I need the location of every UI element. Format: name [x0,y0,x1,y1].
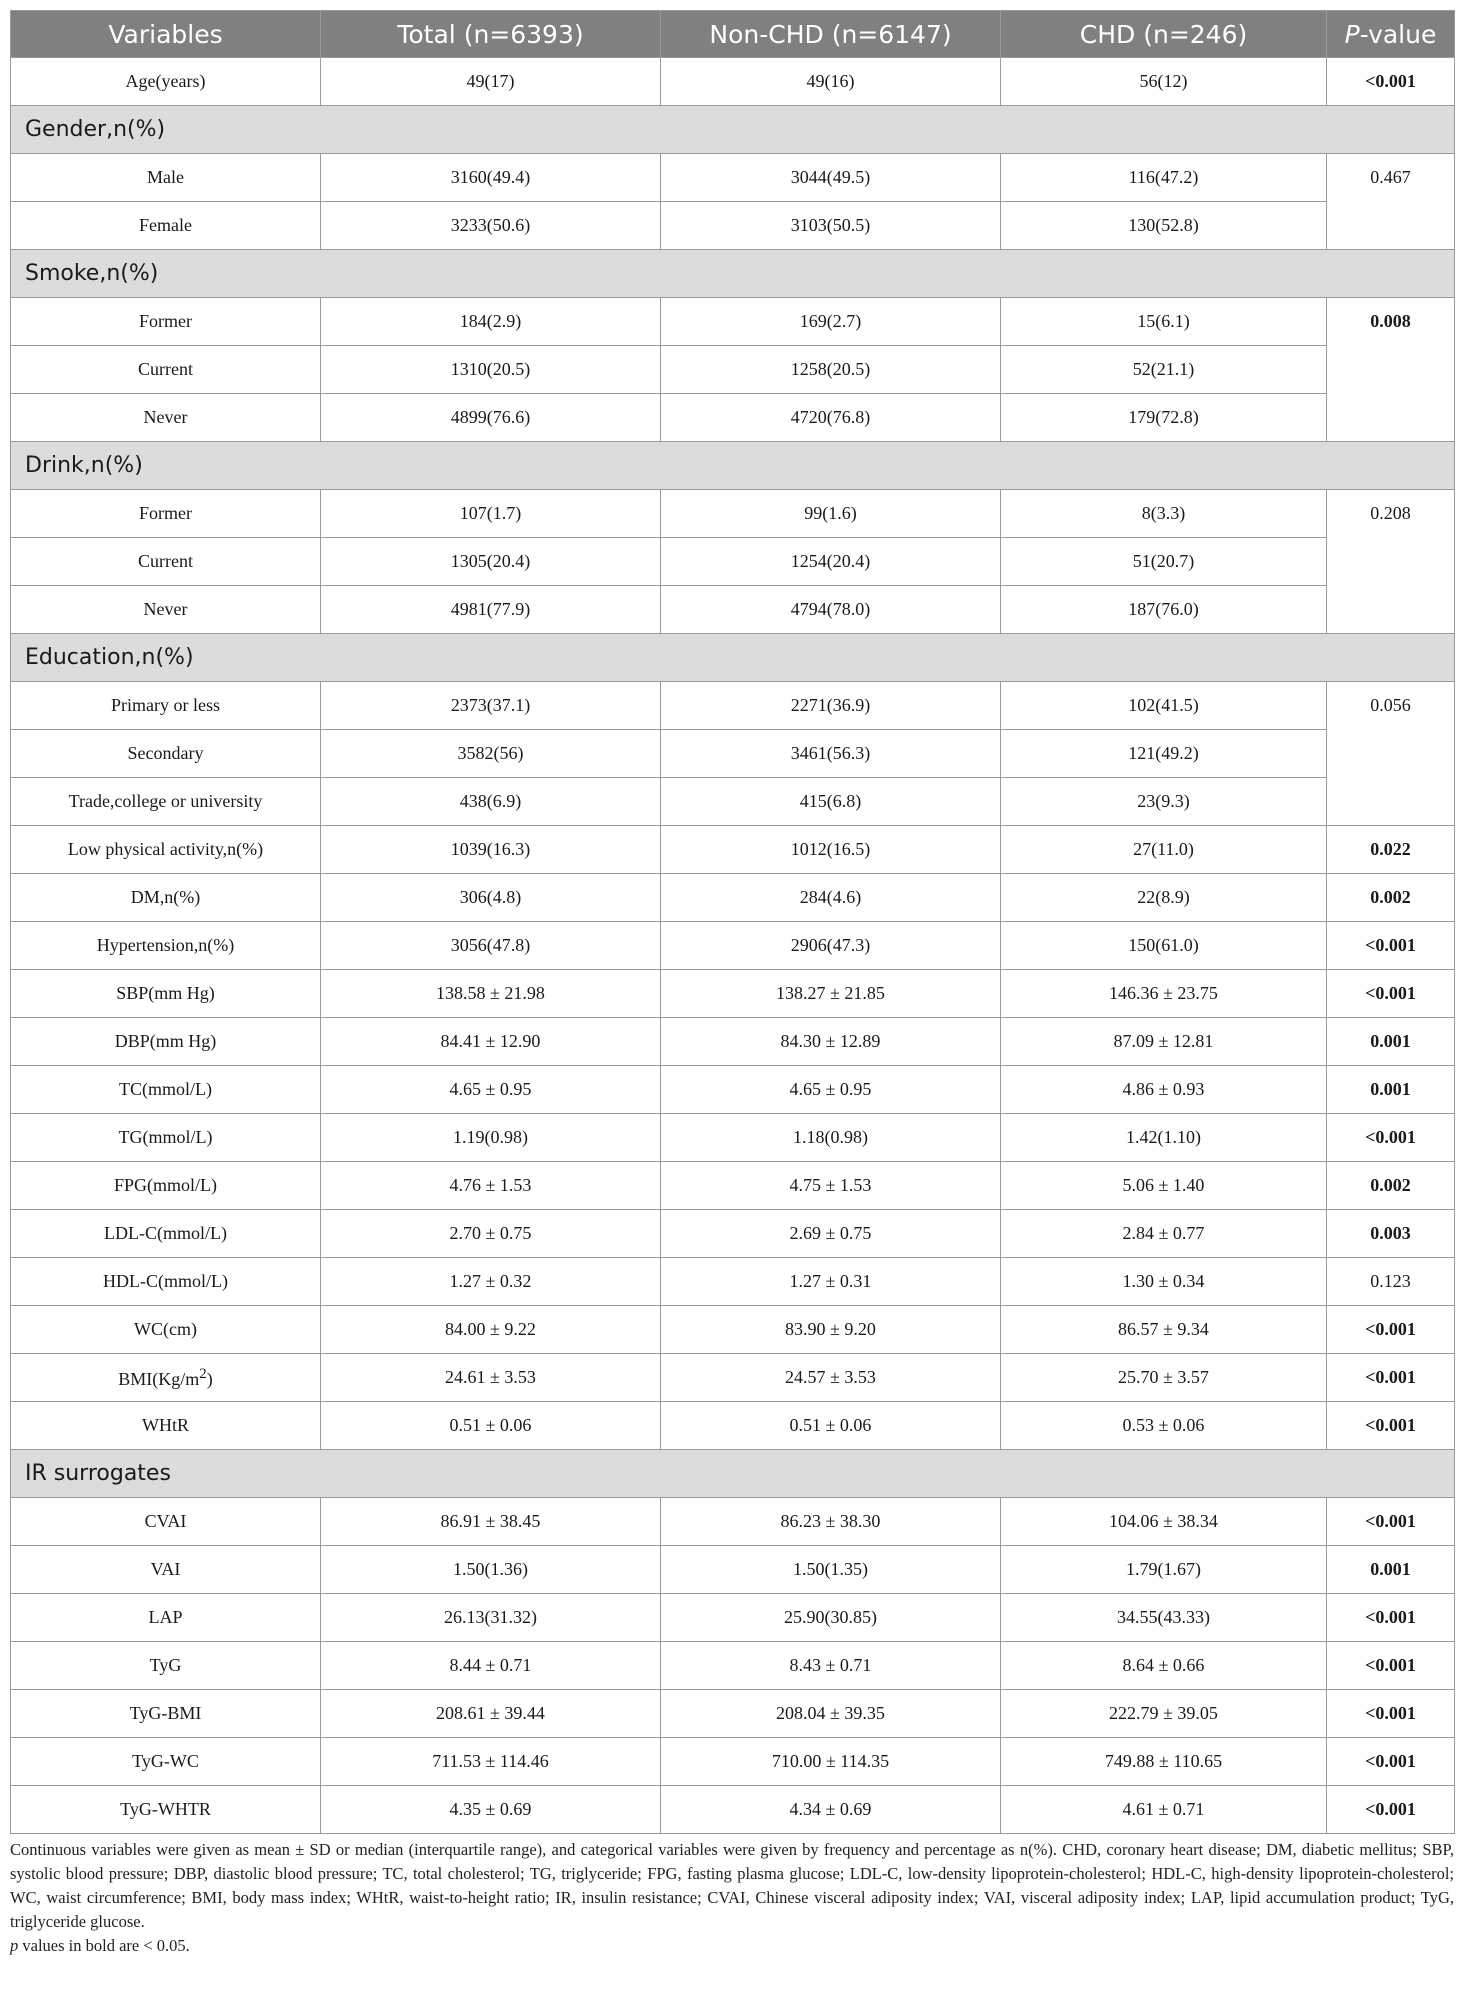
cell-non-chd: 3103(50.5) [661,202,1001,250]
cell-p-value: 0.208 [1327,490,1455,634]
cell-non-chd: 99(1.6) [661,490,1001,538]
row-label: CVAI [11,1498,321,1546]
cell-non-chd: 415(6.8) [661,778,1001,826]
table-header [11,11,1455,58]
table-row [11,1738,1455,1786]
cell-p-value: 0.001 [1327,1018,1455,1066]
cell-non-chd: 138.27 ± 21.85 [661,970,1001,1018]
cell-p-value: <0.001 [1327,58,1455,106]
cell-p-value: 0.002 [1327,1162,1455,1210]
cell-total: 3056(47.8) [321,922,661,970]
cell-non-chd: 1258(20.5) [661,346,1001,394]
cell-non-chd: 1.50(1.35) [661,1546,1001,1594]
cell-chd: 0.53 ± 0.06 [1001,1402,1327,1450]
cell-non-chd: 24.57 ± 3.53 [661,1354,1001,1402]
cell-total: 1305(20.4) [321,538,661,586]
table-row [11,1354,1455,1402]
cell-p-value: <0.001 [1327,1690,1455,1738]
cell-non-chd: 1.18(0.98) [661,1114,1001,1162]
row-label: TC(mmol/L) [11,1066,321,1114]
table-row [11,826,1455,874]
table-row [11,1402,1455,1450]
table-row [11,1786,1455,1834]
table-row [11,922,1455,970]
cell-p-value: <0.001 [1327,1786,1455,1834]
cell-chd: 23(9.3) [1001,778,1327,826]
section-row [11,250,1455,298]
cell-total: 86.91 ± 38.45 [321,1498,661,1546]
cell-total: 4981(77.9) [321,586,661,634]
table-row [11,394,1455,442]
cell-p-value: <0.001 [1327,1642,1455,1690]
section-title-education: Education,n(%) [11,634,1455,682]
row-label: LAP [11,1594,321,1642]
section-row [11,106,1455,154]
cell-chd: 51(20.7) [1001,538,1327,586]
cell-total: 138.58 ± 21.98 [321,970,661,1018]
cell-chd: 34.55(43.33) [1001,1594,1327,1642]
row-label: HDL-C(mmol/L) [11,1258,321,1306]
cell-total: 1039(16.3) [321,826,661,874]
cell-non-chd: 4.34 ± 0.69 [661,1786,1001,1834]
row-label: TG(mmol/L) [11,1114,321,1162]
header-p-value [1327,11,1455,58]
cell-chd: 146.36 ± 23.75 [1001,970,1327,1018]
cell-non-chd: 25.90(30.85) [661,1594,1001,1642]
table-footnotes [10,1838,1454,1958]
cell-p-value: 0.467 [1327,154,1455,250]
cell-non-chd: 3461(56.3) [661,730,1001,778]
row-label: TyG-WC [11,1738,321,1786]
section-title-gender: Gender,n(%) [11,106,1455,154]
section-title-smoke: Smoke,n(%) [11,250,1455,298]
cell-p-value: 0.056 [1327,682,1455,826]
header-chd: CHD (n=246) [1001,11,1327,58]
row-label: Current [11,346,321,394]
table-row [11,298,1455,346]
cell-total: 306(4.8) [321,874,661,922]
row-label: Former [11,298,321,346]
row-label: SBP(mm Hg) [11,970,321,1018]
cell-chd: 1.30 ± 0.34 [1001,1258,1327,1306]
cell-non-chd: 49(16) [661,58,1001,106]
cell-total: 8.44 ± 0.71 [321,1642,661,1690]
cell-p-value: 0.001 [1327,1546,1455,1594]
section-title-ir-surrogates: IR surrogates [11,1450,1455,1498]
row-label: LDL-C(mmol/L) [11,1210,321,1258]
cell-chd: 2.84 ± 0.77 [1001,1210,1327,1258]
cell-non-chd: 0.51 ± 0.06 [661,1402,1001,1450]
cell-chd: 1.79(1.67) [1001,1546,1327,1594]
cell-total: 438(6.9) [321,778,661,826]
cell-chd: 150(61.0) [1001,922,1327,970]
cell-total: 3160(49.4) [321,154,661,202]
cell-non-chd: 208.04 ± 39.35 [661,1690,1001,1738]
cell-p-value: 0.008 [1327,298,1455,442]
cell-non-chd: 84.30 ± 12.89 [661,1018,1001,1066]
cell-non-chd: 4.65 ± 0.95 [661,1066,1001,1114]
row-label: FPG(mmol/L) [11,1162,321,1210]
cell-chd: 27(11.0) [1001,826,1327,874]
cell-chd: 102(41.5) [1001,682,1327,730]
cell-non-chd: 1254(20.4) [661,538,1001,586]
cell-p-value: 0.123 [1327,1258,1455,1306]
cell-chd: 15(6.1) [1001,298,1327,346]
table-row [11,1498,1455,1546]
cell-non-chd: 2271(36.9) [661,682,1001,730]
cell-total: 2.70 ± 0.75 [321,1210,661,1258]
cell-chd: 4.61 ± 0.71 [1001,1786,1327,1834]
row-label: Secondary [11,730,321,778]
footnote-significance [10,1934,1454,1958]
section-title-drink: Drink,n(%) [11,442,1455,490]
table-row [11,778,1455,826]
cell-chd: 179(72.8) [1001,394,1327,442]
cell-chd: 4.86 ± 0.93 [1001,1066,1327,1114]
table-row [11,1306,1455,1354]
table-row [11,202,1455,250]
cell-non-chd: 1012(16.5) [661,826,1001,874]
cell-total: 49(17) [321,58,661,106]
table-row [11,490,1455,538]
cell-total: 107(1.7) [321,490,661,538]
row-label: Never [11,586,321,634]
cell-non-chd: 710.00 ± 114.35 [661,1738,1001,1786]
row-label: Age(years) [11,58,321,106]
cell-non-chd: 284(4.6) [661,874,1001,922]
table-row [11,730,1455,778]
row-label: TyG-WHTR [11,1786,321,1834]
cell-p-value: 0.003 [1327,1210,1455,1258]
cell-total: 26.13(31.32) [321,1594,661,1642]
row-label: WC(cm) [11,1306,321,1354]
cell-total: 4899(76.6) [321,394,661,442]
table-row [11,538,1455,586]
cell-total: 4.65 ± 0.95 [321,1066,661,1114]
row-label: Male [11,154,321,202]
bmi-label-close: ) [206,1368,213,1389]
cell-chd: 25.70 ± 3.57 [1001,1354,1327,1402]
table-row [11,970,1455,1018]
cell-p-value: 0.002 [1327,874,1455,922]
cell-non-chd: 2906(47.3) [661,922,1001,970]
cell-chd: 52(21.1) [1001,346,1327,394]
cell-non-chd: 3044(49.5) [661,154,1001,202]
header-p-letter: P [1344,19,1360,49]
cell-chd: 22(8.9) [1001,874,1327,922]
cell-chd: 222.79 ± 39.05 [1001,1690,1327,1738]
cell-p-value: <0.001 [1327,970,1455,1018]
cell-chd: 1.42(1.10) [1001,1114,1327,1162]
cell-total: 1.27 ± 0.32 [321,1258,661,1306]
section-row [11,1450,1455,1498]
cell-p-value: <0.001 [1327,1738,1455,1786]
header-non-chd: Non-CHD (n=6147) [661,11,1001,58]
cell-non-chd: 169(2.7) [661,298,1001,346]
cell-non-chd: 83.90 ± 9.20 [661,1306,1001,1354]
table-row [11,1162,1455,1210]
row-label: DBP(mm Hg) [11,1018,321,1066]
row-label: Never [11,394,321,442]
cell-total: 1310(20.5) [321,346,661,394]
footnote-p-letter: p [10,1936,19,1955]
cell-p-value: <0.001 [1327,1114,1455,1162]
cell-p-value: <0.001 [1327,1306,1455,1354]
row-label: Trade,college or university [11,778,321,826]
cell-chd: 116(47.2) [1001,154,1327,202]
row-label: Hypertension,n(%) [11,922,321,970]
row-label: Former [11,490,321,538]
cell-non-chd: 2.69 ± 0.75 [661,1210,1001,1258]
cell-chd: 104.06 ± 38.34 [1001,1498,1327,1546]
cell-chd: 8(3.3) [1001,490,1327,538]
footnote-p-text: values in bold are < 0.05. [18,1936,190,1955]
cell-total: 4.35 ± 0.69 [321,1786,661,1834]
cell-total: 24.61 ± 3.53 [321,1354,661,1402]
table-row [11,874,1455,922]
cell-total: 84.00 ± 9.22 [321,1306,661,1354]
table-body [11,58,1455,1834]
cell-chd: 5.06 ± 1.40 [1001,1162,1327,1210]
table-container [10,10,1454,1958]
table-row [11,1546,1455,1594]
header-variables: Variables [11,11,321,58]
baseline-characteristics-table [10,10,1455,1834]
table-row [11,346,1455,394]
section-row [11,442,1455,490]
cell-total: 1.19(0.98) [321,1114,661,1162]
row-label: Female [11,202,321,250]
table-row [11,1018,1455,1066]
cell-total: 2373(37.1) [321,682,661,730]
row-label: DM,n(%) [11,874,321,922]
cell-chd: 130(52.8) [1001,202,1327,250]
footnote-abbreviations: Continuous variables were given as mean ± SD or median (interquartile range), and categorical variables were given by frequency and percentage as n(%). CHD, coronary heart disease; DM, diabetic mellitus; SBP, systolic blood pressure; DBP, diastolic blood pressure; TC, total cholesterol; TG, triglyceride; FPG, fasting plasma glucose; LDL-C, low-density lipoprotein-cholesterol; HDL-C, high-density lipoprotein-cholesterol; WC, waist circumference; BMI, body mass index; WHtR, waist-to-height ratio; IR, insulin resistance; CVAI, Chinese visceral adiposity index; VAI, visceral adiposity index; LAP, lipid accumulation product; TyG, triglyceride glucose. [10,1840,1454,1931]
table-row [11,682,1455,730]
cell-chd: 56(12) [1001,58,1327,106]
table-row [11,1642,1455,1690]
header-row [11,11,1455,58]
cell-p-value: 0.022 [1327,826,1455,874]
cell-p-value: <0.001 [1327,1402,1455,1450]
table-row [11,1594,1455,1642]
table-row [11,1114,1455,1162]
cell-p-value: <0.001 [1327,1594,1455,1642]
row-label: TyG [11,1642,321,1690]
cell-p-value: 0.001 [1327,1066,1455,1114]
bmi-label-main: BMI(Kg/m [118,1368,200,1389]
table-row [11,58,1455,106]
row-label: WHtR [11,1402,321,1450]
row-label [11,1354,321,1402]
cell-chd: 87.09 ± 12.81 [1001,1018,1327,1066]
row-label: Current [11,538,321,586]
cell-chd: 187(76.0) [1001,586,1327,634]
cell-chd: 121(49.2) [1001,730,1327,778]
cell-chd: 86.57 ± 9.34 [1001,1306,1327,1354]
cell-non-chd: 8.43 ± 0.71 [661,1642,1001,1690]
cell-p-value: <0.001 [1327,922,1455,970]
table-row [11,1210,1455,1258]
cell-total: 4.76 ± 1.53 [321,1162,661,1210]
row-label: Low physical activity,n(%) [11,826,321,874]
cell-total: 184(2.9) [321,298,661,346]
table-row [11,1690,1455,1738]
table-row [11,586,1455,634]
cell-non-chd: 4.75 ± 1.53 [661,1162,1001,1210]
bmi-label-superscript: 2 [199,1365,207,1382]
cell-chd: 8.64 ± 0.66 [1001,1642,1327,1690]
row-label: Primary or less [11,682,321,730]
table-row [11,1258,1455,1306]
header-p-suffix: -value [1359,19,1437,49]
section-row [11,634,1455,682]
header-total: Total (n=6393) [321,11,661,58]
cell-total: 711.53 ± 114.46 [321,1738,661,1786]
cell-total: 84.41 ± 12.90 [321,1018,661,1066]
cell-non-chd: 4794(78.0) [661,586,1001,634]
table-row [11,154,1455,202]
row-label: VAI [11,1546,321,1594]
cell-total: 208.61 ± 39.44 [321,1690,661,1738]
cell-non-chd: 4720(76.8) [661,394,1001,442]
cell-total: 3233(50.6) [321,202,661,250]
cell-total: 1.50(1.36) [321,1546,661,1594]
cell-p-value: <0.001 [1327,1498,1455,1546]
cell-chd: 749.88 ± 110.65 [1001,1738,1327,1786]
cell-total: 0.51 ± 0.06 [321,1402,661,1450]
table-row [11,1066,1455,1114]
cell-total: 3582(56) [321,730,661,778]
cell-p-value: <0.001 [1327,1354,1455,1402]
row-label: TyG-BMI [11,1690,321,1738]
cell-non-chd: 86.23 ± 38.30 [661,1498,1001,1546]
cell-non-chd: 1.27 ± 0.31 [661,1258,1001,1306]
